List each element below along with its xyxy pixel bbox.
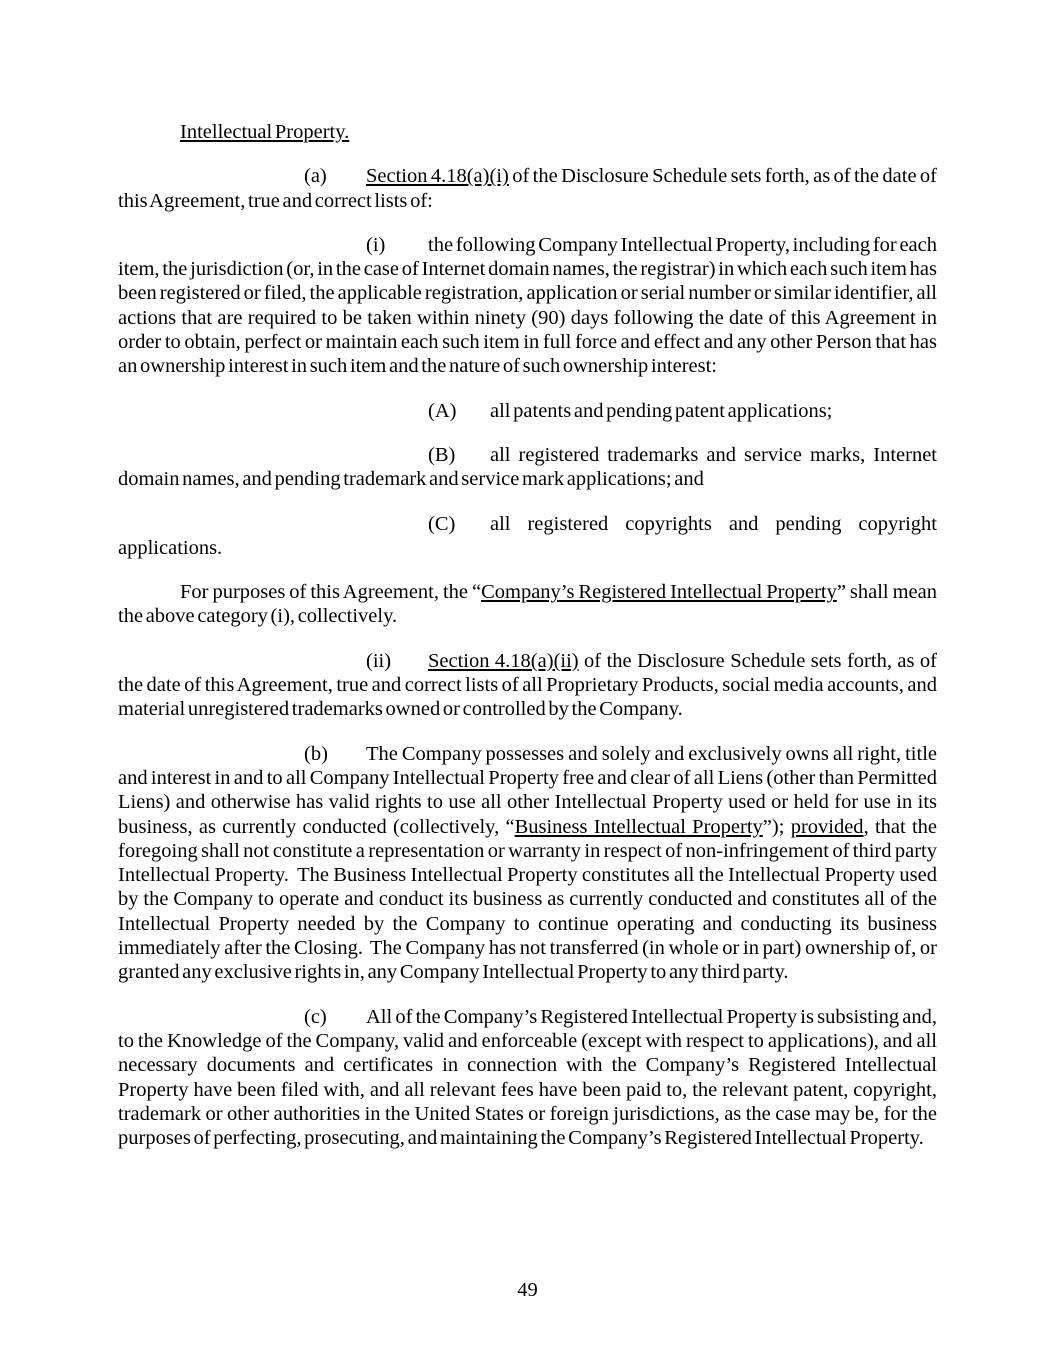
para-a-ii <box>118 649 937 722</box>
text-run: The Company possesses and solely and exclusively owns all right, title and interest in and to all Company Intellectual Property free and clear of all Liens (other than Permitted Liens) and otherwise has valid rights to use all other Intellectual Property used or held for use in its business, as currently conducted (collectively, “ <box>118 742 937 838</box>
underlined-text: Section 4.18(a)(i) <box>366 165 509 188</box>
text-run: all registered trademarks and service marks, Internet domain names, and pending trademark and service mark applications; and <box>118 443 937 491</box>
list-label: (b) <box>304 742 328 765</box>
para-b <box>118 742 937 985</box>
list-label: (a) <box>304 165 327 188</box>
para-a-i-C <box>118 512 937 561</box>
text-run: all registered copyrights and pending copyright applications. <box>118 512 937 559</box>
para-a-i-A <box>118 399 937 423</box>
list-label: (A) <box>428 399 457 422</box>
para-for-purposes <box>118 580 937 629</box>
text-run: All of the Company’s Registered Intellectual Property is subsisting and, to the Knowledge of the Company, valid and enforceable (except with respect to applications), and all necessary documents and certificates in connection with the Company’s Registered Intellectual Property have been filed with, and all relevant fees have been paid to, the relevant patent, copyright, trademark or other authorities in the United States or foreign jurisdictions, as the case may be, for the purposes of perfecting, prosecuting, and maintaining the Company’s Registered Intellectual Property. <box>118 1005 937 1150</box>
para-c <box>118 1005 937 1151</box>
list-label: (ii) <box>366 649 392 672</box>
heading-intellectual-property <box>118 120 937 144</box>
text-run: all patents and pending patent applications; <box>490 399 833 422</box>
text-run: the following Company Intellectual Property, including for each item, the jurisdiction (or, in the case of Internet domain names, the registrar) in which each such item has been registered or filed, the applicable registration, application or serial number or similar identifier, all actions that are required to be taken within ninety (90) days following the date of this Agreement in order to obtain, perfect or maintain each such item in full force and effect and any other Person that has an ownership interest in such item and the nature of such ownership interest: <box>118 233 937 378</box>
list-label: (C) <box>428 512 456 535</box>
page-number: 49 <box>517 1279 538 1301</box>
underlined-text: provided <box>790 815 864 838</box>
text-run: of the Disclosure Schedule sets forth, as of the date of this Agreement, true and correct lists of: <box>118 165 937 212</box>
document-body <box>118 120 937 1170</box>
text-run: of the Disclosure Schedule sets forth, as of the date of this Agreement, true and correct lists of all Proprietary Products, social media accounts, and material unregistered trademarks owned or controlled by the Company. <box>118 649 937 721</box>
text-run: ” shall mean the above category (i), collectively. <box>118 581 937 628</box>
para-a <box>118 164 937 213</box>
para-a-i-B <box>118 443 937 492</box>
underlined-text: Section 4.18(a)(ii) <box>428 649 579 672</box>
text-run: ”); <box>762 815 791 838</box>
list-label: (B) <box>428 443 456 466</box>
para-a-i <box>118 233 937 379</box>
list-label: (c) <box>304 1005 327 1028</box>
underlined-text: Business Intellectual Property <box>514 815 763 838</box>
text-run: For purposes of this Agreement, the “ <box>180 581 482 604</box>
underlined-text: Company’s Registered Intellectual Property <box>481 581 837 604</box>
underlined-text: Intellectual Property. <box>180 121 350 143</box>
list-label: (i) <box>366 233 386 256</box>
text-run: , that the foregoing shall not constitute a representation or warranty in respect of non-infringement of third party Intellectual Property. The Business Intellectual Property constitutes all the Intellectual Property used by the Company to operate and conduct its business as currently conducted and constitutes all of the Intellectual Property needed by the Company to continue operating and conducting its business immediately after the Closing. The Company has not transferred (in whole or in part) ownership of, or granted any exclusive rights in, any Company Intellectual Property to any third party. <box>118 815 937 984</box>
